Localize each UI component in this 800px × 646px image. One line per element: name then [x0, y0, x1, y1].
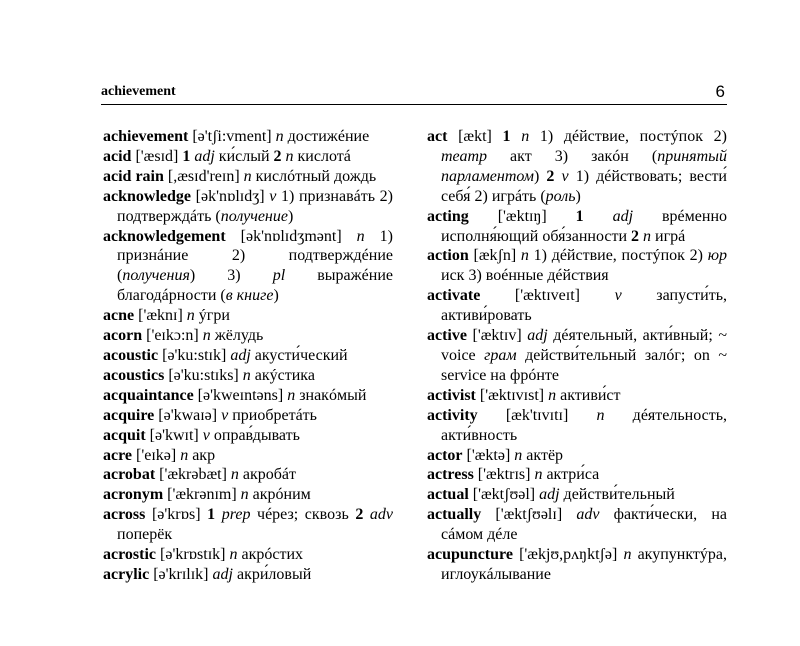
headword: actually — [427, 506, 482, 524]
part-of-speech: n — [356, 227, 365, 245]
entry-text: [ə'krɒs] — [145, 506, 208, 524]
headword: active — [427, 327, 467, 345]
entry-text — [584, 208, 613, 225]
sense-number: 2 — [273, 147, 282, 165]
headword: acne — [103, 307, 135, 325]
part-of-speech: adv — [369, 506, 394, 524]
headword: acquire — [103, 406, 155, 424]
entry-text: 1) дéйствие, постýпок 2) — [528, 247, 708, 265]
dictionary-entry — [103, 187, 393, 227]
entry-text: акусти́ческий — [250, 346, 348, 364]
headword: activate — [427, 287, 481, 305]
right-column — [427, 127, 727, 585]
dictionary-entry — [427, 246, 727, 286]
dictionary-entry — [427, 545, 727, 585]
entry-text: дéятельный, акти́вный; ~ voice — [441, 327, 727, 364]
headword: acoustics — [103, 366, 165, 384]
entry-text — [363, 506, 370, 523]
entry-text — [554, 168, 561, 185]
entry-text: дéятельность, акти́вность — [441, 406, 728, 444]
dictionary-entry — [103, 306, 393, 326]
entry-text: оправ́дывать — [209, 426, 300, 444]
part-of-speech: v — [614, 287, 622, 305]
dictionary-entry — [427, 386, 727, 406]
running-head: achievement — [101, 84, 176, 99]
dictionary-entry — [103, 147, 393, 167]
part-of-speech: n — [202, 327, 211, 345]
headword: acronym — [103, 486, 164, 504]
entry-text — [215, 506, 222, 523]
entry-text: ) — [533, 167, 547, 185]
entry-text: иск 3) воéнные дéйствия — [441, 267, 609, 285]
entry-text: акрóним — [248, 486, 311, 504]
dictionary-entry — [427, 326, 727, 386]
headword: acknowledge — [103, 187, 191, 205]
dictionary-entry — [103, 485, 393, 505]
entry-text: ) 3) — [189, 267, 273, 285]
entry-text: [,æsɪd'reɪn] — [163, 167, 244, 185]
part-of-speech: n — [230, 466, 239, 484]
headword: acquit — [103, 426, 146, 444]
part-of-speech: adj — [212, 565, 233, 583]
part-of-speech: n — [520, 247, 529, 265]
entry-text: ['æktʃʊəl] — [468, 486, 540, 504]
page-number: 6 — [715, 82, 725, 101]
entry-text: ['æktʃʊəlɪ] — [481, 506, 577, 524]
headword: acupuncture — [427, 546, 513, 564]
headword: activist — [427, 386, 476, 404]
entry-text: ['æknɪ] — [134, 307, 187, 325]
entry-text: врéменно исполня́ющий обя́занности — [441, 207, 728, 245]
part-of-speech: v — [202, 426, 210, 444]
entry-text: ['æktrɪs] — [473, 466, 535, 484]
part-of-speech: n — [240, 486, 249, 504]
entry-text: кислотá — [293, 147, 351, 165]
entry-text: знакóмый — [295, 386, 367, 404]
headword: acid rain — [103, 167, 164, 185]
usage-note: роль — [545, 187, 576, 205]
entry-text: акр — [188, 446, 216, 464]
entry-text: ['æktɪv] — [466, 327, 528, 345]
entry-text: действи́тельный — [559, 486, 675, 504]
part-of-speech: n — [243, 167, 252, 185]
entry-text: ['æktɪŋ] — [468, 207, 576, 225]
sense-number: 2 — [631, 227, 640, 245]
part-of-speech: n — [180, 446, 189, 464]
entry-text: [ækt] — [447, 128, 503, 145]
part-of-speech: n — [521, 128, 530, 145]
part-of-speech: n — [285, 147, 294, 165]
left-column — [103, 127, 393, 585]
entry-text: жёлудь — [210, 327, 264, 345]
dictionary-entry — [103, 386, 393, 406]
entry-text: выражéние благодáрности ( — [117, 267, 393, 305]
dictionary-entry — [103, 366, 393, 386]
headword: acrobat — [103, 466, 156, 484]
entry-text: чéрез; сквозь — [250, 506, 356, 524]
part-of-speech: adj — [612, 207, 634, 225]
entry-text: акрóстих — [237, 546, 303, 564]
entry-text: акт 3) закóн ( — [487, 147, 658, 165]
headword: actual — [427, 486, 469, 504]
domain-label: юр — [707, 247, 728, 265]
dictionary-entry — [427, 406, 727, 446]
entry-text: [ə'ku:stɪks] — [164, 366, 243, 384]
dictionary-entry — [103, 127, 393, 147]
entry-text: актри́са — [542, 466, 600, 484]
dictionary-entry — [103, 505, 393, 545]
usage-note: получения — [122, 267, 190, 285]
part-of-speech: n — [596, 406, 605, 424]
part-of-speech: v — [221, 406, 229, 424]
domain-label: грам — [484, 346, 517, 364]
headword: action — [427, 247, 469, 265]
part-of-speech: n — [643, 227, 652, 245]
entry-text: [ə'kwɪt] — [145, 426, 203, 444]
entry-text: ['æktə] — [462, 446, 515, 464]
headword: acquaintance — [103, 386, 194, 404]
headword: actor — [427, 446, 463, 464]
part-of-speech: n — [275, 128, 284, 145]
entry-text: актёр — [522, 446, 564, 464]
entry-text: [ə'kwaɪə] — [154, 406, 222, 424]
entry-text: ['eɪkə] — [132, 446, 181, 464]
domain-label: театр — [441, 147, 487, 165]
headword: activity — [427, 406, 478, 424]
headword: acre — [103, 446, 133, 464]
sense-number: 1 — [207, 506, 216, 524]
entry-text: активи́ст — [556, 386, 621, 404]
entry-text: 1) признáние 2) подтверждéние ( — [117, 227, 394, 285]
entry-text: акýстика — [250, 366, 315, 384]
dictionary-entry — [427, 127, 727, 207]
entry-text: игрá — [651, 227, 686, 245]
entry-text: [ə'krɪlɪk] — [149, 565, 213, 583]
entry-text: ['ækrənɪm] — [163, 486, 241, 504]
entry-text: акупунктýра, иглоукáлывание — [441, 546, 727, 583]
sense-number: 2 — [546, 167, 555, 185]
entry-text: ['æsɪd] — [131, 147, 183, 165]
part-of-speech: v — [269, 187, 277, 205]
entry-text: ) — [273, 287, 279, 305]
part-of-speech: n — [534, 466, 543, 484]
part-of-speech: n — [229, 546, 238, 564]
page-header — [101, 82, 727, 104]
part-of-speech: adj — [230, 346, 251, 364]
dictionary-entry — [103, 406, 393, 426]
dictionary-entry — [103, 545, 393, 565]
part-of-speech: v — [561, 167, 569, 185]
dictionary-entry — [103, 426, 393, 446]
dictionary-entry — [427, 207, 727, 247]
entry-text — [511, 128, 522, 145]
entry-text: факти́чески, на сáмом дéле — [441, 506, 727, 544]
headword: acting — [427, 207, 469, 225]
entry-text: [ək'nɒlɪdʒmənt] — [225, 227, 357, 245]
dictionary-entry — [103, 167, 393, 187]
part-of-speech: adj — [194, 147, 215, 165]
part-of-speech: adj — [527, 327, 548, 345]
dictionary-entry — [103, 346, 393, 366]
entry-text: запусти́ть, активи́ровать — [441, 287, 728, 325]
dictionary-entry — [427, 485, 727, 505]
dictionary-entry — [427, 465, 727, 485]
entry-text: кислóтный дождь — [251, 167, 377, 185]
dictionary-entry — [427, 505, 727, 545]
usage-note: в книге — [225, 287, 274, 305]
headword: acknowledgement — [103, 227, 226, 245]
entry-text: [ə'tʃi:vment] — [188, 128, 276, 145]
entry-text: ['ækjʊ,pʌŋktʃə] — [512, 546, 624, 564]
sense-number: 1 — [182, 147, 191, 165]
entry-text: акри́ловый — [232, 565, 312, 583]
part-of-speech: n — [514, 446, 523, 464]
sense-number: 1 — [502, 128, 511, 145]
part-of-speech: adj — [539, 486, 560, 504]
entry-text: ['eɪkɔ:n] — [142, 327, 203, 345]
entry-text: ['ækrəbæt] — [155, 466, 231, 484]
entry-text: [ə'ku:stɪk] — [158, 346, 231, 364]
dictionary-entry — [103, 446, 393, 466]
entry-text: ['æktɪvɪst] — [475, 386, 549, 404]
headword: acrostic — [103, 546, 157, 564]
entry-text: [ə'kweɪntəns] — [193, 386, 288, 404]
dictionary-entry — [103, 565, 393, 585]
entry-text: 1) признавáть 2) подтверждáть ( — [117, 187, 394, 225]
part-of-speech: n — [548, 386, 557, 404]
entry-text: [æk'tɪvɪtɪ] — [477, 406, 597, 424]
dictionary-entry — [103, 465, 393, 485]
entry-text: ['æktɪveɪt] — [480, 287, 615, 305]
entry-text: действи́тельный залóг; on ~ service на фрóнте — [441, 346, 727, 384]
headword: acid — [103, 147, 132, 165]
entry-text: достижéние — [283, 128, 370, 145]
entry-text: [ækʃn] — [468, 247, 521, 265]
entry-text: ) — [575, 187, 581, 205]
entry-text: [ək'nɒlɪdʒ] — [191, 187, 270, 205]
headword: acoustic — [103, 346, 159, 364]
part-of-speech: n — [186, 307, 195, 325]
header-rule — [101, 104, 727, 105]
sense-number: 2 — [355, 506, 364, 524]
part-of-speech: adv — [576, 506, 600, 524]
headword: act — [427, 128, 448, 145]
part-of-speech: n — [242, 366, 251, 384]
dictionary-entry — [427, 286, 727, 326]
dictionary-entry — [427, 446, 727, 466]
dictionary-entry — [103, 227, 393, 307]
headword: across — [103, 506, 146, 524]
entry-text: 1) дéйствовать; вести́ себя́ 2) игрáть ( — [441, 167, 727, 205]
part-of-speech: pl — [272, 267, 286, 285]
headword: acrylic — [103, 565, 150, 583]
entry-text: поперёк — [117, 526, 173, 544]
part-of-speech: n — [623, 546, 632, 564]
part-of-speech: n — [287, 386, 296, 404]
usage-note: принятый парламентом — [441, 147, 727, 185]
entry-text: [ə'krɒstɪk] — [156, 546, 230, 564]
part-of-speech: prep — [221, 506, 251, 524]
dictionary-entry — [103, 326, 393, 346]
entry-text: ) — [287, 207, 294, 225]
headword: actress — [427, 466, 474, 484]
entry-text: 1) дéйствие, постýпок 2) — [529, 128, 728, 145]
entry-text: акробáт — [238, 466, 297, 484]
sense-number: 1 — [575, 207, 584, 225]
entry-text: ýгри — [194, 307, 230, 325]
headword: acorn — [103, 327, 143, 345]
entry-text: приобретáть — [228, 406, 317, 424]
entry-text: ки́слый — [214, 147, 274, 165]
headword: achievement — [103, 128, 189, 145]
usage-note: получение — [220, 207, 288, 225]
